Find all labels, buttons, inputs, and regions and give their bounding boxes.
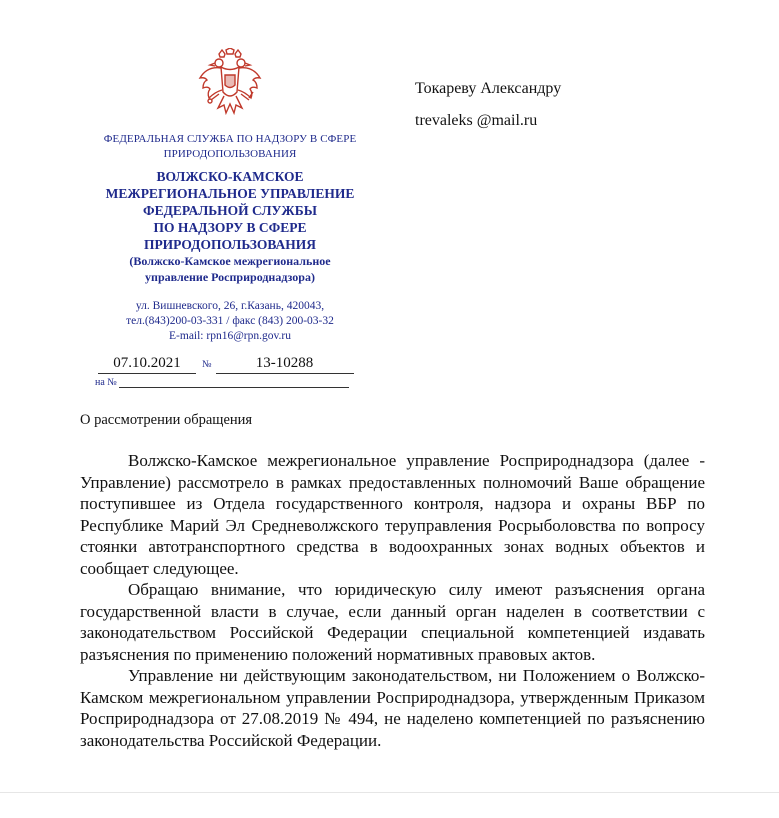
- agency-short-line-2: управление Росприроднадзора): [145, 270, 315, 284]
- agency-small-line-2: ПРИРОДОПОЛЬЗОВАНИЯ: [163, 148, 297, 160]
- letter-subject: О рассмотрении обращения: [80, 412, 253, 428]
- agency-bold-line-5: ПРИРОДОПОЛЬЗОВАНИЯ: [143, 237, 317, 252]
- agency-bold-line-4: ПО НАДЗОРУ В СФЕРЕ: [153, 220, 307, 235]
- recipient-email: trevaleks @mail.ru: [415, 112, 538, 129]
- agency-bold-line-2: МЕЖРЕГИОНАЛЬНОЕ УПРАВЛЕНИЕ: [105, 186, 355, 201]
- outgoing-date: 07.10.2021: [98, 355, 196, 374]
- letterhead: [80, 48, 380, 344]
- recipient-name: Токареву Александру: [415, 80, 562, 97]
- agency-bold-line-1: ВОЛЖСКО-КАМСКОЕ: [156, 169, 304, 184]
- address-line-street: ул. Вишневского, 26, г.Казань, 420043,: [135, 300, 325, 312]
- reference-label: на №: [95, 377, 117, 388]
- body-paragraph-2: Обращаю внимание, что юридическую силу имеют разъяснения органа государственной власти в случае, если данный орган наделен в соответствии с законодательством Российской Федерации специальной компетенцией издавать разъяснения по применению положений нормативных правовых актов.: [80, 580, 705, 664]
- agency-small-line-1: ФЕДЕРАЛЬНАЯ СЛУЖБА ПО НАДЗОРУ В СФЕРЕ: [103, 133, 357, 145]
- address-line-phone: тел.(843)200-03-331 / факс (843) 200-03-32: [126, 315, 334, 327]
- outgoing-number: 13-10288: [216, 355, 354, 374]
- registration-line: [98, 355, 358, 374]
- agency-short-line-1: (Волжско-Камское межрегиональное: [129, 254, 331, 268]
- recipient-block: [415, 73, 745, 137]
- body-paragraph-3: Управление ни действующим законодательством, ни Положением о Волжско-Камском межрегиональном управлении Росприроднадзора, утвержденным Приказом Росприроднадзора от 27.08.2019 № 494, не наделено компетенцией по разъяснению законодательства Российской Федерации.: [80, 666, 705, 750]
- page-bottom-edge: [0, 792, 779, 818]
- agency-address: [80, 299, 380, 344]
- reference-blank: [119, 377, 349, 388]
- reference-line: [95, 377, 357, 388]
- agency-name-regional: [80, 168, 380, 253]
- letter-body: [80, 450, 705, 751]
- agency-short-name: [80, 253, 380, 285]
- address-line-email: E-mail: rpn16@rpn.gov.ru: [169, 330, 291, 342]
- number-label: №: [202, 359, 212, 370]
- agency-name-federal: [80, 132, 380, 162]
- agency-bold-line-3: ФЕДЕРАЛЬНОЙ СЛУЖБЫ: [143, 203, 317, 218]
- double-headed-eagle-icon: [197, 48, 263, 126]
- body-paragraph-1: Волжско-Камское межрегиональное управление Росприроднадзора (далее - Управление) рассмотрело в рамках предоставленных полномочий Ваше обращение поступившее из Отдела государственного контроля, надзора и охраны ВБР по Республике Марий Эл Средневолжского теруправления Росрыболовства по вопросу стоянки автотранспортного средства в водоохранных зонах водных объектов и сообщает следующее.: [80, 451, 705, 578]
